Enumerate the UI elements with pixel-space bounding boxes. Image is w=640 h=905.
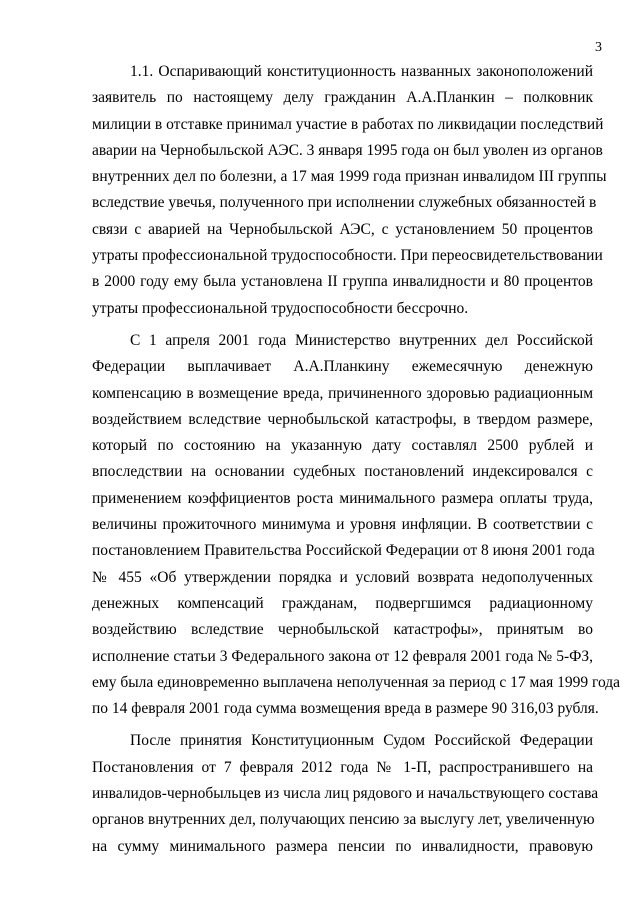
text-line: на сумму минимального размера пенсии по инвалидности, правовую bbox=[92, 837, 593, 855]
text-line: 1.1. Оспаривающий конституционность названных законоположений bbox=[130, 63, 593, 80]
text-line: Постановления от 7 февраля 2012 года № 1-П, распространившего на bbox=[92, 758, 593, 776]
text-line: впоследствии на основании судебных постановлений индексировался с bbox=[92, 463, 593, 481]
text-line: утраты профессиональной трудоспособности. При переосвидетельствовании bbox=[92, 247, 603, 265]
text-line: в 2000 году ему была установлена II группа инвалидности и 80 процентов bbox=[92, 273, 593, 291]
text-line: утраты профессиональной трудоспособности бессрочно. bbox=[92, 299, 469, 317]
text-line: который по состоянию на указанную дату составлял 2500 рублей и bbox=[92, 437, 593, 455]
page-number: 3 bbox=[595, 40, 602, 55]
text-line: вследствие увечья, полученного при исполнении служебных обязанностей в bbox=[92, 194, 597, 212]
text-line: аварии на Чернобыльской АЭС. 3 января 1995 года он был уволен из органов bbox=[92, 141, 603, 159]
text-line: применением коэффициентов роста минимального размера оплаты труда, bbox=[92, 489, 593, 507]
paragraph-3 bbox=[92, 728, 599, 859]
text-line: инвалидов-чернобыльцев из числа лиц рядового и начальствующего состава bbox=[92, 785, 599, 803]
document-body bbox=[92, 59, 621, 866]
text-line: воздействием вследствие чернобыльской катастрофы, в твердом размере, bbox=[92, 410, 593, 428]
text-line: постановлением Правительства Российской Федерации от 8 июня 2001 года bbox=[92, 542, 595, 560]
text-line: исполнение статьи 3 Федерального закона от 12 февраля 2001 года № 5-ФЗ, bbox=[92, 647, 593, 665]
text-line: Федерации выплачивает А.А.Планкину ежемесячную денежную bbox=[92, 358, 593, 376]
text-line: компенсацию в возмещение вреда, причиненного здоровью радиационным bbox=[92, 384, 593, 402]
text-line: С 1 апреля 2001 года Министерство внутренних дел Российской bbox=[130, 331, 593, 349]
text-line: воздействию вследствие чернобыльской катастрофы», принятым во bbox=[92, 621, 593, 639]
text-line: органов внутренних дел, получающих пенсию за выслугу лет, увеличенную bbox=[92, 811, 595, 829]
text-line: № 455 «Об утверждении порядка и условий возврата недополученных bbox=[92, 568, 593, 586]
text-line: связи с аварией на Чернобыльской АЭС, с установлением 50 процентов bbox=[92, 220, 593, 238]
text-line: величины прожиточного минимума и уровня инфляции. В соответствии с bbox=[92, 516, 593, 534]
text-line: по 14 февраля 2001 года сумма возмещения вреда в размере 90 316,03 рубля. bbox=[92, 700, 599, 718]
text-line: внутренних дел по болезни, а 17 мая 1999 года признан инвалидом III группы bbox=[92, 168, 607, 186]
text-line: денежных компенсаций гражданам, подвергшимся радиационному bbox=[92, 594, 593, 612]
text-line: заявитель по настоящему делу гражданин А.А.Планкин – полковник bbox=[92, 89, 593, 107]
paragraph-1 bbox=[92, 59, 607, 322]
text-line: милиции в отставке принимал участие в работах по ликвидации последствий bbox=[92, 115, 604, 133]
paragraph-2 bbox=[92, 328, 621, 722]
text-line: После принятия Конституционным Судом Российской Федерации bbox=[130, 732, 593, 750]
text-line: ему была единовременно выплачена неполученная за период с 17 мая 1999 года bbox=[92, 673, 621, 691]
